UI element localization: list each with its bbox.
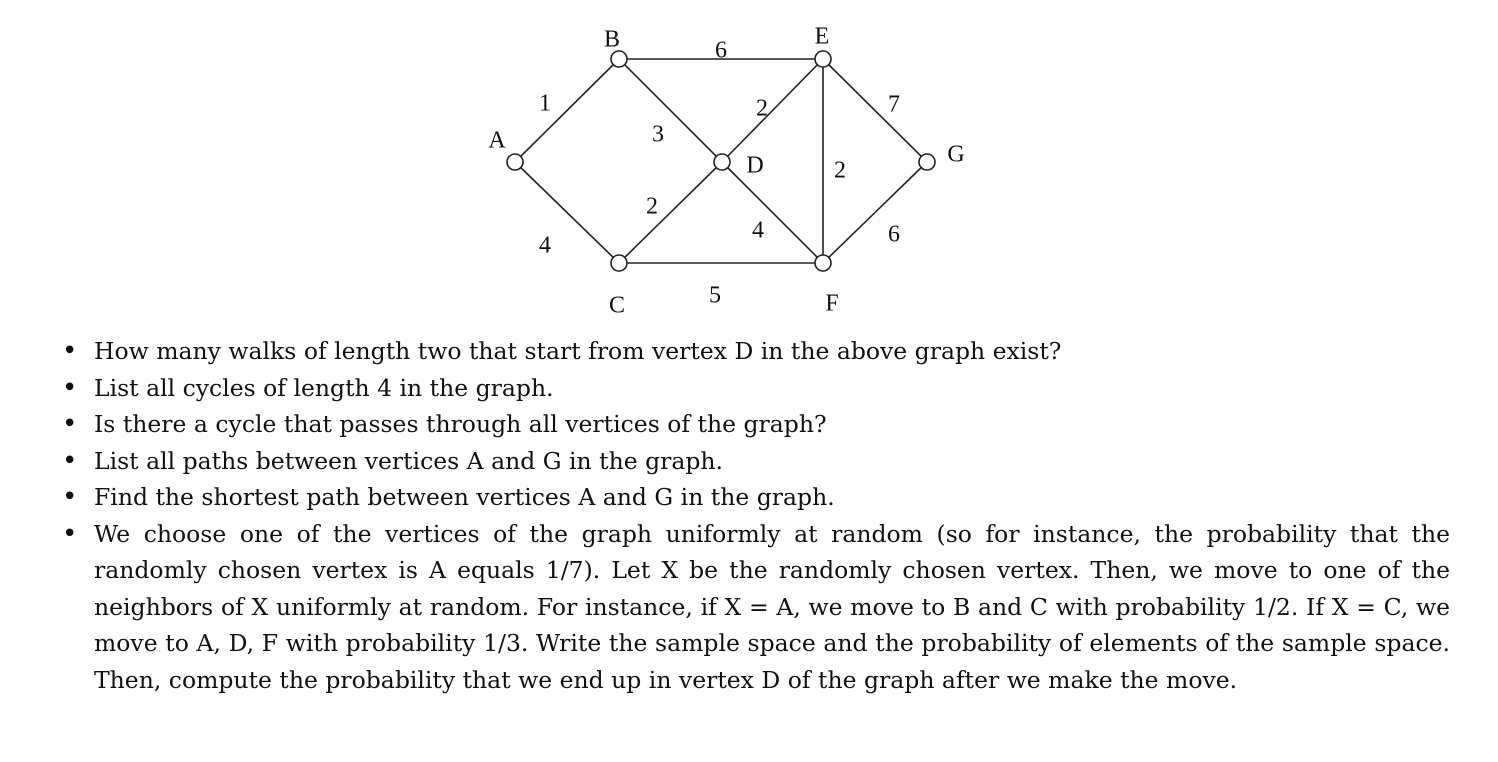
question-item: • Find the shortest path between vertices A and G in the graph. bbox=[60, 479, 1450, 516]
vertex-label-f: F bbox=[825, 290, 839, 317]
edge-weight-c-d: 2 bbox=[646, 193, 658, 220]
graph-edge-weights bbox=[539, 38, 900, 309]
graph-vertex-labels bbox=[488, 24, 964, 319]
edge-weight-e-g: 7 bbox=[888, 91, 900, 118]
weighted-graph-diagram bbox=[0, 0, 1498, 320]
edge-weight-a-c: 4 bbox=[539, 232, 551, 259]
edge-weight-c-f: 5 bbox=[709, 282, 721, 309]
vertex-label-e: E bbox=[814, 23, 830, 50]
question-item: • How many walks of length two that start from vertex D in the above graph exist? bbox=[60, 333, 1450, 370]
question-item: • List all paths between vertices A and G in the graph. bbox=[60, 443, 1450, 480]
vertex-label-d: D bbox=[746, 152, 764, 179]
vertex-label-a: A bbox=[488, 127, 506, 154]
edge-d-f bbox=[722, 162, 823, 263]
question-item: • We choose one of the vertices of the graph uniformly at random (so for instance, the probability that the randomly chosen vertex is A equals 1/7). Let X be the randomly chosen vertex. Then, we move to one of the neighbors of X uniformly at random. For instance, if X = A, we move to B and C with probability 1/2. If X = C, we move to A, D, F with probability 1/3. Write the sample space and the probability of elements of the sample space. Then, compute the probability that we end up in vertex D of the graph after we make the move. bbox=[60, 516, 1450, 699]
vertex-label-g: G bbox=[947, 141, 965, 168]
edge-a-b bbox=[515, 59, 619, 162]
question-item: • Is there a cycle that passes through all vertices of the graph? bbox=[60, 406, 1450, 443]
edge-weight-b-e: 6 bbox=[715, 37, 727, 64]
vertex-d bbox=[714, 154, 730, 170]
vertex-b bbox=[611, 51, 627, 67]
edge-weight-d-e: 2 bbox=[756, 95, 768, 122]
edge-d-e bbox=[722, 59, 823, 162]
edge-c-d bbox=[619, 162, 722, 263]
edge-a-c bbox=[515, 162, 619, 263]
edge-weight-b-d: 3 bbox=[652, 121, 664, 148]
question-list bbox=[60, 333, 1450, 698]
edge-b-d bbox=[619, 59, 722, 162]
edge-weight-a-b: 1 bbox=[539, 90, 551, 117]
vertex-c bbox=[611, 255, 627, 271]
vertex-e bbox=[815, 51, 831, 67]
vertex-label-c: C bbox=[608, 292, 626, 319]
edge-weight-d-f: 4 bbox=[752, 217, 764, 244]
vertex-label-b: B bbox=[603, 26, 621, 53]
edge-weight-f-g: 6 bbox=[888, 221, 900, 248]
edge-e-g bbox=[823, 59, 927, 162]
vertex-a bbox=[507, 154, 523, 170]
vertex-f bbox=[815, 255, 831, 271]
vertex-g bbox=[919, 154, 935, 170]
question-item: • List all cycles of length 4 in the graph. bbox=[60, 370, 1450, 407]
graph-vertices bbox=[507, 51, 935, 271]
edge-weight-e-f: 2 bbox=[834, 157, 846, 184]
